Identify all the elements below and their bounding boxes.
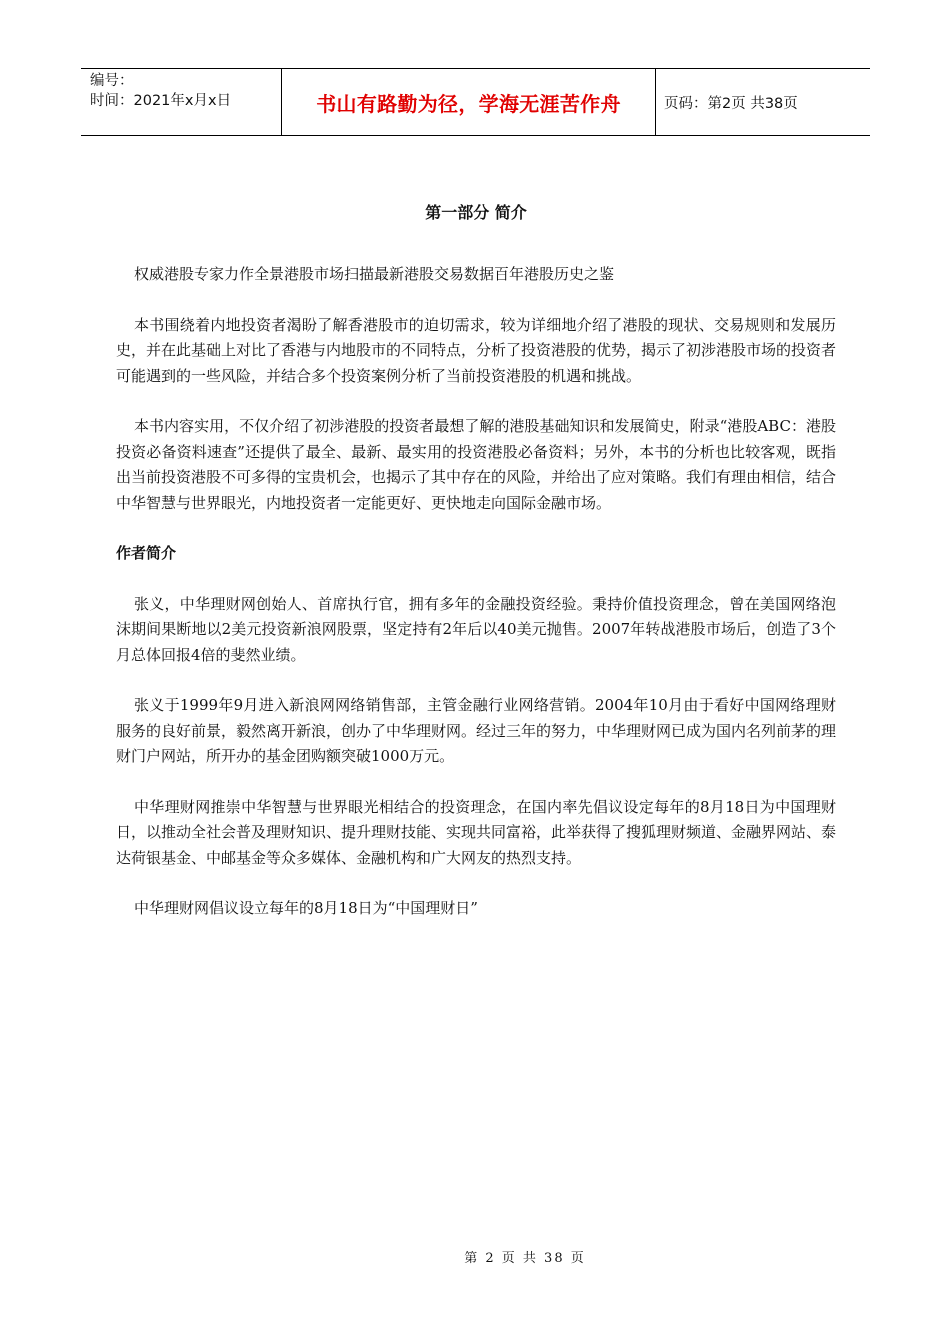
document-body [116, 200, 836, 947]
header-motto-cell [282, 69, 656, 135]
page-info: 页码：第2页 共38页 [664, 95, 798, 112]
intro-paragraph-1: 本书围绕着内地投资者渴盼了解香港股市的迫切需求，较为详细地介绍了港股的现状、交易规则和发展历史，并在此基础上对比了香港与内地股市的不同特点，分析了投资港股的优势，揭示了初涉港股市场的投资者可能遇到的一些风险，并结合多个投资案例分析了当前投资港股的机遇和挑战。 [116, 315, 837, 385]
header-meta-cell [81, 69, 282, 135]
author-heading: 作者简介 [116, 544, 177, 562]
page-footer [0, 1247, 950, 1266]
date-label: 时间：2021年x月x日 [90, 93, 232, 109]
intro-paragraph-2: 本书内容实用，不仅介绍了初涉港股的投资者最想了解的港股基础知识和发展简史，附录“港股ABC：港股投资必备资料速查”还提供了最全、最新、最实用的投资港股必备资料；另外，本书的分析也比较客观，既指出当前投资港股不可多得的宝贵机会，也揭示了其中存在的风险，并给出了应对策略。我们有理由相信，结合中华智慧与世界眼光，内地投资者一定能更好、更快地走向国际金融市场。 [116, 417, 837, 512]
tagline: 权威港股专家力作全景港股市场扫描最新港股交易数据百年港股历史之鉴 [134, 265, 615, 283]
author-paragraph-2: 张义于1999年9月进入新浪网网络销售部，主管金融行业网络营销。2004年10月由于看好中国网络理财服务的良好前景，毅然离开新浪，创办了中华理财网。经过三年的努力，中华理财网已成为国内名列前茅的理财门户网站，所开办的基金团购额突破1000万元。 [116, 696, 837, 765]
author-paragraph-4: 中华理财网倡议设立每年的8月18日为“中国理财日” [134, 899, 478, 917]
motto-text: 书山有路勤为径，学海无涯苦作舟 [316, 91, 621, 116]
section-title: 第一部分 简介 [425, 203, 527, 222]
author-paragraph-1: 张义，中华理财网创始人、首席执行官，拥有多年的金融投资经验。秉持价值投资理念，曾在美国网络泡沫期间果断地以2美元投资新浪网股票，坚定持有2年后以40美元抛售。2007年转战港股市场后，创造了3个月总体回报4倍的斐然业绩。 [116, 594, 836, 664]
serial-number-label: 编号： [90, 73, 134, 89]
document-header [81, 68, 870, 136]
header-page-cell [656, 69, 870, 135]
footer-page-number: 第 2 页 共 38 页 [464, 1251, 586, 1266]
author-paragraph-3: 中华理财网推崇中华智慧与世界眼光相结合的投资理念，在国内率先倡议设定每年的8月18日为中国理财日，以推动全社会普及理财知识、提升理财技能、实现共同富裕，此举获得了搜狐理财频道、金融界网站、泰达荷银基金、中邮基金等众多媒体、金融机构和广大网友的热烈支持。 [116, 797, 837, 867]
